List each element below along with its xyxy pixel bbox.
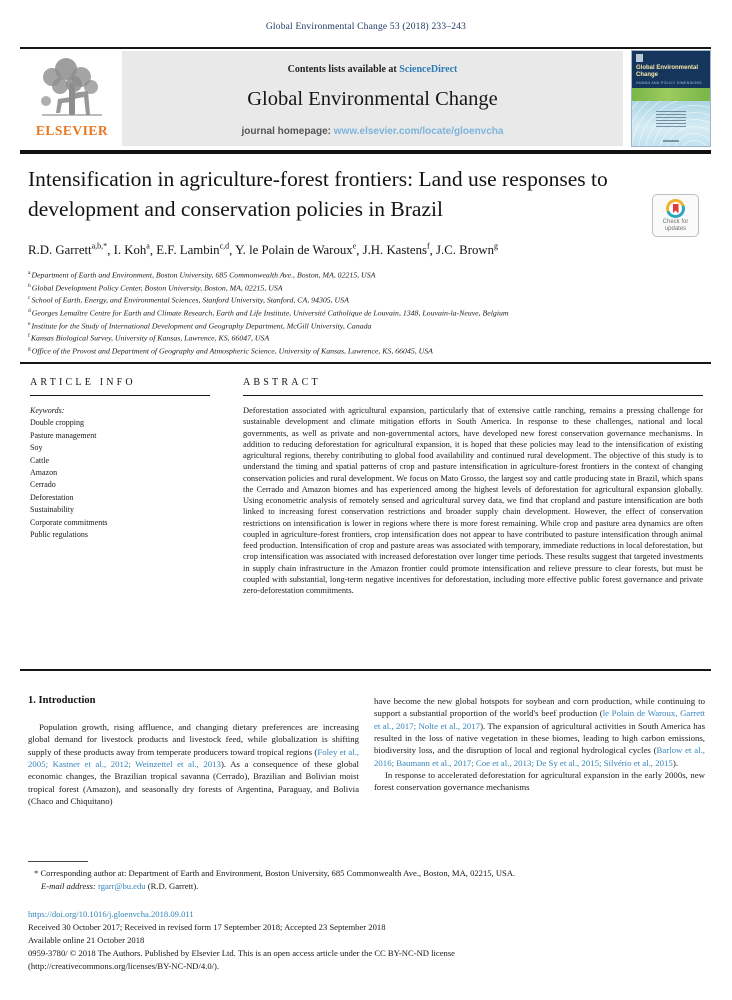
sciencedirect-link[interactable]: ScienceDirect: [399, 64, 458, 75]
article-title-line2: development and conservation policies in Brazil: [28, 196, 443, 221]
keyword: Corporate commitments: [30, 517, 108, 527]
cover-artwork: [632, 101, 710, 146]
affiliation: $^d$Georges Lemaître Centre for Earth and Climate Research, Earth and Life Institute, Université Catholique de Louvain, 1348, Louvain-la-Neuve, Belgium: [28, 308, 509, 318]
affiliation: $^g$Office of the Provost and Department of Geography and Atmospheric Science, University of Kansas, Lawrence, KS, 66045, USA: [28, 346, 433, 356]
footnote-block: [28, 861, 705, 893]
citation-link[interactable]: le Polain de Waroux, Garrett et al., 2017; Nolte et al., 2017: [374, 708, 705, 731]
affiliation-list: [28, 269, 702, 358]
publication-info-block: [28, 908, 705, 972]
header-bottom-rule: [20, 150, 711, 154]
abstract-column: [243, 377, 703, 596]
article-title: [28, 165, 613, 224]
author-list: R.D. Garrett$^{a,b,*}$, I. Koh$^a$, E.F. Lambin$^{c,d}$, Y. le Polain de Waroux$^e$, J.H. Kastens$^f$, J.C. Brown$^g$: [28, 242, 498, 258]
article-info-column: [30, 377, 210, 596]
affiliation: $^e$Institute for the Study of International Development and Geography Department, McGill University, Canada: [28, 320, 372, 331]
abstract-text: Deforestation associated with agricultural expansion, particularly that of extensive cattle ranching, remains a pressing challenge for sustainable development and climate mitigation efforts in South America. In response to these challenges, national and local governments, as well as private and non-governmental actors, have developed new forest conservation governance mechanisms. In addition to reducing deforestation for agricultural expansion, it is hoped that these policies may lead to the intensification of existing agricultural regions, thereby contributing to global food availability and continued rural development. The objective of this study is to understand the timing and spatial patterns of crop and pasture intensification in agriculture-forest frontiers in the context of changing conservation policies and rural development. We focus on Mato Grosso, the largest soy and cattle producing state in Brazil, which spans the Cerrado and Amazon biomes and has experienced among the highest levels of deforestation for agricultural expansion globally. Using econometric analysis of remotely sensed and agricultural survey data, we find that cropland and pasture intensification are both linked to increasing forest conservation restrictions and broader supply chain development. However, the effect of conservation restrictions on intensification is lower in regions where there is more forest remaining. While crop and pasture area dynamics are often coupled in agriculture-forest frontiers, crop intensification does not appear to have contributed to pasture intensification through animal feed production. Intensification of crop and pasture areas was associated with temporary, immediate reductions in local deforestation, but crop intensification was associated with increased deforestation over longer time periods. These results suggest that targeted investments in supply chain infrastructure in the Amazon frontier could promote intensification and relieve pressure to clear forests, but must be coupled with substantial, long-term negative incentives for deforestation, including more effective public forest governance and private zero-deforestation commitments.: [243, 406, 703, 595]
contents-prefix: Contents lists available at: [287, 64, 400, 75]
cover-header: [632, 51, 710, 88]
check-for-updates-badge[interactable]: [652, 194, 699, 237]
author[interactable]: R.D. Garrett$^{a,b,*}$: [28, 242, 108, 258]
author[interactable]: J.H. Kastens$^f$: [362, 242, 430, 258]
author[interactable]: I. Koh$^a$: [113, 242, 150, 258]
bookmark-icon: [673, 204, 679, 214]
running-head-citation: Global Environmental Change 53 (2018) 233–243: [265, 22, 467, 32]
section-divider: [20, 362, 711, 364]
journal-header: [20, 49, 711, 148]
keywords-label: Keywords:: [30, 406, 65, 415]
footnote-rule: [28, 861, 88, 862]
intro-paragraph: In response to accelerated deforestation for agricultural expansion in the early 2000s, new forest conservation governance mechanisms: [374, 769, 705, 793]
intro-right-column: [374, 695, 705, 807]
info-abstract-section: [30, 377, 703, 596]
keyword: Soy: [30, 443, 43, 453]
elsevier-logo: [24, 53, 120, 145]
keyword: Cattle: [30, 455, 50, 465]
introduction-heading: 1. Introduction: [28, 695, 96, 706]
email-suffix: (R.D. Garrett).: [145, 880, 199, 891]
homepage-prefix: journal homepage:: [241, 126, 334, 137]
affiliation: $^f$Kansas Biological Survey, University of Kansas, Lawrence, KS, 66047, USA: [28, 333, 270, 343]
author[interactable]: Y. le Polain de Waroux$^e$: [235, 242, 357, 258]
cover-title: Global Environmental Change: [636, 65, 699, 78]
received-dates-line: Received 30 October 2017; Received in revised form 17 September 2018; Accepted 23 September 2018: [28, 921, 386, 932]
intro-paragraph: Population growth, rising affluence, and changing dietary preferences are increasing global demand for livestock products and livestock feed, while globalization is shifting supply of these products away from temperate producers toward tropical regions (Foley et al., 2005; Kastner et al., 2012; Weinzettel et al., 2013). As a consequence of these global economic changes, the Brazilian tropical savanna (Cerrado), Brazilian and Bolivian moist tropical forest (Amazon), and seasonally dry forests of Argentina, Paraguay, and Bolivia (Chaco and Chiquitano): [28, 722, 359, 806]
corresponding-author-note: * Corresponding author at: Department of Earth and Environment, Boston University, 685 Commonwealth Ave., Boston, MA, 02215, USA.: [34, 868, 516, 878]
journal-cover-thumbnail[interactable]: [631, 50, 711, 147]
cover-elsevier-mini-logo-icon: [636, 54, 643, 62]
affiliation: $^b$Global Development Policy Center, Boston University, Boston, MA, 02215, USA: [28, 282, 283, 293]
keyword: Sustainability: [30, 505, 74, 515]
article-info-heading: ARTICLE INFO: [30, 377, 210, 396]
cover-text-block: [656, 111, 686, 129]
intro-left-column: [28, 695, 359, 807]
citation-link[interactable]: Barlow et al., 2016; Baumann et al., 2017; Coe et al., 2013; De Sy et al., 2015; Silvério et al., 2015: [374, 745, 705, 768]
keyword: Pasture management: [30, 430, 97, 440]
abstract-bottom-rule: [20, 669, 711, 671]
keyword: Double cropping: [30, 418, 84, 428]
journal-homepage-link[interactable]: www.elsevier.com/locate/gloenvcha: [333, 126, 504, 137]
email-label: E-mail address:: [41, 880, 96, 891]
abstract-heading: ABSTRACT: [243, 377, 703, 396]
keyword: Deforestation: [30, 492, 74, 502]
journal-title: Global Environmental Change: [247, 88, 498, 110]
contents-line: [122, 64, 623, 75]
citation-link[interactable]: Foley et al., 2005; Kastner et al., 2012; Weinzettel et al., 2013: [28, 746, 359, 769]
affiliation: $^a$Department of Earth and Environment, Boston University, 685 Commonwealth Ave., Boston, MA, 02215, USA: [28, 270, 376, 280]
author[interactable]: J.C. Brown$^g$: [436, 242, 498, 258]
article-title-line1: Intensification in agriculture-forest frontiers: Land use responses to: [28, 167, 608, 191]
keyword: Amazon: [30, 467, 58, 477]
cover-green-band: [632, 88, 710, 101]
elsevier-wordmark: ELSEVIER: [35, 123, 109, 138]
email-line: [28, 880, 705, 893]
available-online-line: Available online 21 October 2018: [28, 934, 145, 945]
elsevier-tree-icon: [36, 53, 108, 125]
cover-footer-mark: [663, 140, 679, 142]
issn-copyright-line: 0959-3780/ © 2018 The Authors. Published by Elsevier Ltd. This is an open access article under the CC BY-NC-ND license: [28, 947, 455, 958]
doi-link[interactable]: https://doi.org/10.1016/j.gloenvcha.2018.09.011: [28, 909, 194, 919]
license-line: (http://creativecommons.org/licenses/BY-NC-ND/4.0/).: [28, 960, 220, 971]
affiliation: $^c$School of Earth, Energy, and Environmental Sciences, Stanford University, Stanford, CA, 94305, USA: [28, 295, 349, 305]
check-updates-label: Check for updates: [662, 219, 689, 232]
keyword: Public regulations: [30, 529, 88, 539]
introduction-section: [28, 695, 705, 807]
check-updates-icon: [666, 199, 685, 218]
keyword: Cerrado: [30, 480, 56, 490]
journal-banner: [122, 51, 623, 146]
intro-paragraph: have become the new global hotspots for soybean and corn production, while continuing to support a substantial proportion of the world's beef production (le Polain de Waroux, Garrett et al., 2017; Nolte et al., 2017). The expansion of agricultural activities in South America has resulted in the loss of native vegetation in these biomes, leading to high carbon emissions, biodiversity loss, and the disruption of local and regional hydrological cycles (Barlow et al., 2016; Baumann et al., 2017; Coe et al., 2013; De Sy et al., 2015; Silvério et al., 2015).: [374, 696, 706, 768]
author[interactable]: E.F. Lambin$^{c,d}$: [156, 242, 230, 258]
email-link[interactable]: rgarr@bu.edu: [97, 880, 146, 891]
homepage-line: [122, 126, 623, 137]
cover-subtitle: HUMAN AND POLICY DIMENSIONS: [636, 80, 702, 85]
